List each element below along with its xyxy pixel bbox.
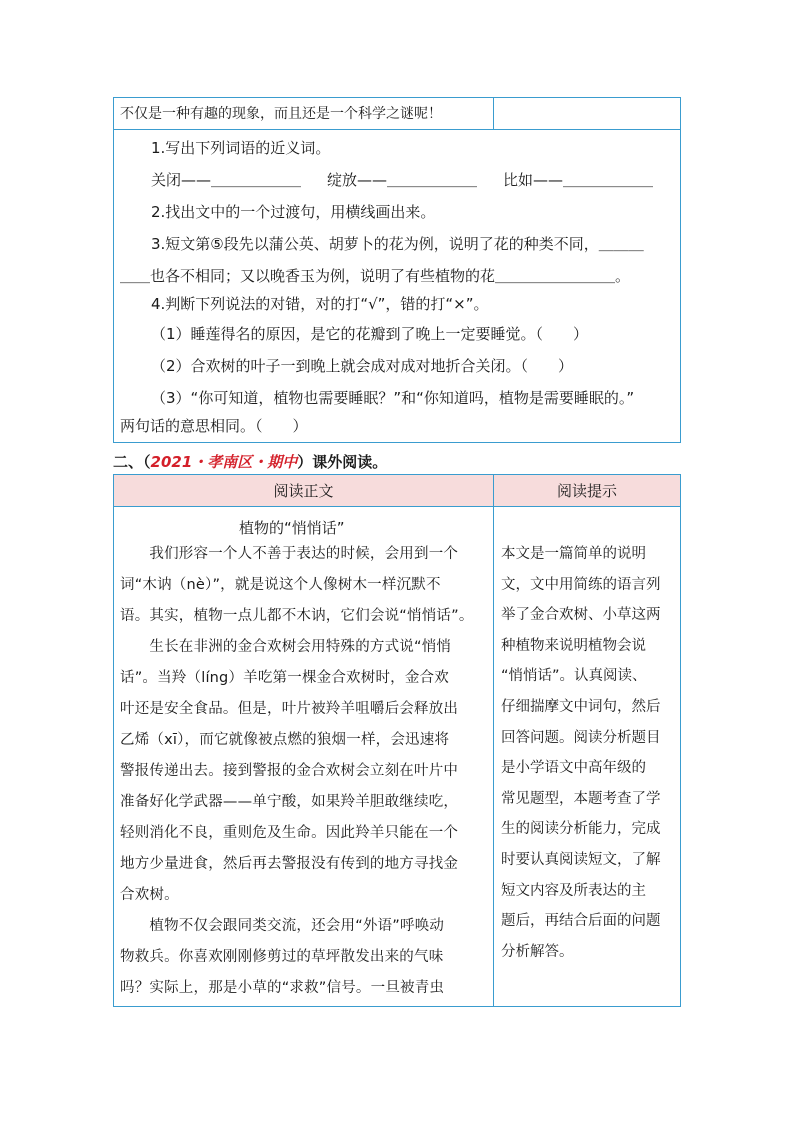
header-passage: 阅读正文 <box>273 482 334 500</box>
tip-line: 举了金合欢树、小草这两 <box>501 607 661 624</box>
column-divider <box>493 474 494 1007</box>
passage-line: 植物不仅会跟同类交流，还会用“外语”呼唤动 <box>120 918 445 934</box>
question-1-title: 1.写出下列词语的近义词。 <box>151 139 331 157</box>
tip-line: 种植物来说明植物会说 <box>501 637 646 654</box>
passage-body <box>120 539 490 1004</box>
header-tips: 阅读提示 <box>556 482 617 500</box>
question-4-title: 4.判断下列说法的对错，对的打“√”，错的打“×”。 <box>151 295 489 313</box>
passage-line: 合欢树。 <box>120 887 179 903</box>
section-2-source: 2021・孝南区・期中 <box>150 453 298 471</box>
tip-line: 短文内容及所表达的主 <box>501 882 646 899</box>
tips-body <box>501 539 679 967</box>
passage-line: 乙烯（xī），而它就像被点燃的狼烟一样，会迅速将 <box>120 732 450 748</box>
intro-row-divider <box>113 129 681 130</box>
tip-line: 分析解答。 <box>501 943 574 960</box>
tip-line: “悄悄话”。认真阅读、 <box>501 668 647 685</box>
passage-line: 话”。当羚（líng）羊吃第一棵金合欢树时，金合欢 <box>120 670 449 686</box>
passage-line: 我们形容一个人不善于表达的时候，会用到一个 <box>120 546 459 562</box>
passage-line: 生长在非洲的金合欢树会用特殊的方式说“悄悄 <box>120 639 452 655</box>
tip-line: 仔细揣摩文中词句，然后 <box>501 698 661 715</box>
passage-line: 叶还是安全食品。但是，叶片被羚羊咀嚼后会释放出 <box>120 701 459 717</box>
tip-line: 本文是一篇简单的说明 <box>501 546 646 562</box>
intro-line: 不仅是一种有趣的现象，而且还是一个科学之谜呢！ <box>120 106 442 122</box>
tip-line: 是小学语文中高年级的 <box>501 760 646 777</box>
tip-line: 生的阅读分析能力，完成 <box>501 821 661 838</box>
passage-line: 轻则消化不良，重则危及生命。因此羚羊只能在一个 <box>120 825 459 841</box>
q1-item-bloom: 绽放——＿＿＿＿＿＿ <box>327 171 478 189</box>
passage-line: 语。其实，植物一点儿都不木讷，它们会说“悄悄话”。 <box>120 608 474 624</box>
section-2-prefix: 二、（ <box>113 453 151 471</box>
question-4-item-1: （1）睡莲得名的原因，是它的花瓣到了晚上一定要睡觉。（ ） <box>151 325 589 343</box>
question-4-item-3: （3）“你可知道，植物也需要睡眠？”和“你知道吗，植物是需要睡眠的。” <box>151 389 635 407</box>
tip-line: 常见题型，本题考查了学 <box>501 790 661 807</box>
passage-line: 吗？实际上，那是小草的“求救”信号。一旦被青虫 <box>120 980 445 996</box>
q1-item-example: 比如——＿＿＿＿＿＿ <box>503 171 654 189</box>
passage-line: 词“木讷（nè）”，就是说这个人像树木一样沉默不 <box>120 577 441 593</box>
passage-line: 地方少量进食，然后再去警报没有传到的地方寻找金 <box>120 856 459 872</box>
question-3-line2: ＿＿也各不相同；又以晚香玉为例，说明了有些植物的花＿＿＿＿＿＿＿＿。 <box>120 267 631 285</box>
q1-item-close: 关闭——＿＿＿＿＿＿ <box>151 171 302 189</box>
tip-line: 文，文中用简练的语言列 <box>501 576 661 593</box>
passage-line: 物救兵。你喜欢刚刚修剪过的草坪散发出来的气味 <box>120 949 444 965</box>
question-3-line1: 3.短文第⑤段先以蒲公英、胡萝卜的花为例，说明了花的种类不同，＿＿＿ <box>151 235 644 253</box>
section-2-heading <box>113 451 387 472</box>
tip-line: 题后，再结合后面的问题 <box>501 913 661 930</box>
passage-title: 植物的“悄悄话” <box>239 519 345 537</box>
passage-line: 警报传递出去。接到警报的金合欢树会立刻在叶片中 <box>120 763 459 779</box>
question-4-item-2: （2）合欢树的叶子一到晚上就会成对成对地折合关闭。（ ） <box>151 357 574 375</box>
section-2-suffix: ）课外阅读。 <box>297 453 388 471</box>
header-divider <box>113 506 681 507</box>
question-2: 2.找出文中的一个过渡句，用横线画出来。 <box>151 203 436 221</box>
passage-line: 准备好化学武器——单宁酸，如果羚羊胆敢继续吃， <box>120 794 459 810</box>
tip-line: 时要认真阅读短文，了解 <box>501 851 661 868</box>
intro-cell-divider <box>493 97 494 129</box>
question-4-item-3-line2: 两句话的意思相同。（ ） <box>120 417 308 435</box>
tip-line: 回答问题。阅读分析题目 <box>501 729 661 746</box>
